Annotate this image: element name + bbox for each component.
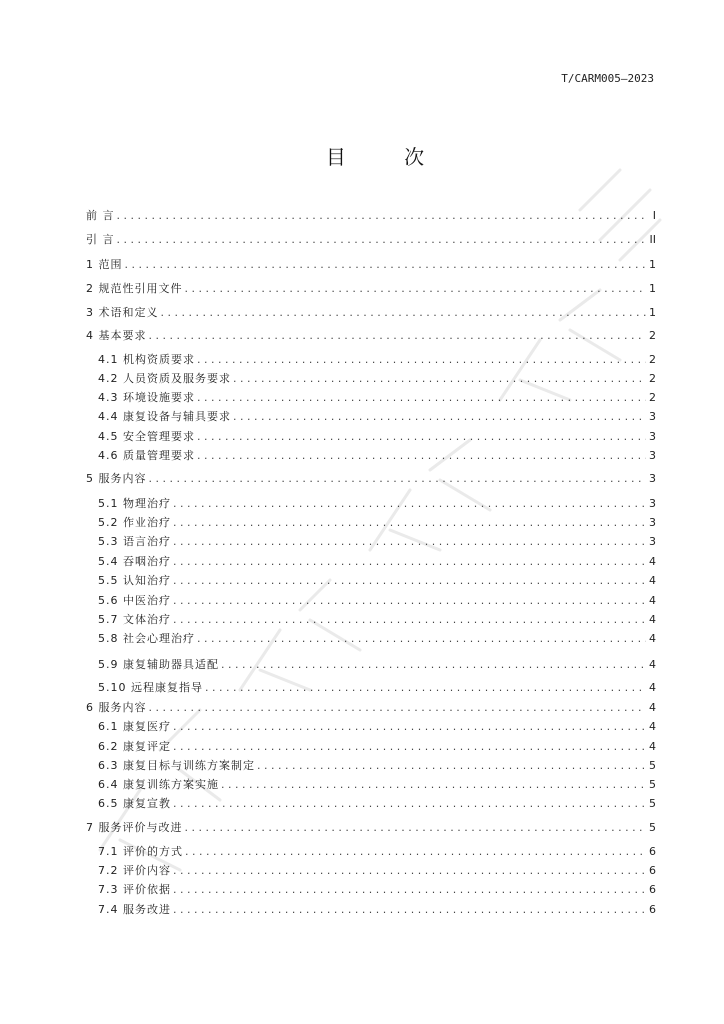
toc-entry-page: 1	[649, 258, 656, 271]
toc-entry[interactable]	[98, 797, 656, 811]
toc-entry[interactable]	[98, 555, 656, 569]
document-code: T/CARM005—2023	[561, 72, 654, 85]
toc-entry[interactable]	[98, 353, 656, 367]
toc-entry-label: 5.9 康复辅助器具适配	[98, 658, 219, 671]
toc-entry[interactable]	[86, 258, 656, 272]
toc-entry-page: 4	[649, 720, 656, 733]
toc-entry[interactable]	[98, 391, 656, 405]
toc-entry-page: 3	[649, 472, 656, 485]
toc-entry[interactable]	[98, 681, 656, 695]
toc-dot-leader	[173, 883, 646, 897]
toc-dot-leader	[185, 821, 647, 835]
toc-entry-page: 3	[649, 449, 656, 462]
toc-dot-leader	[221, 658, 646, 672]
toc-entry-page: 2	[649, 391, 656, 404]
toc-dot-leader	[197, 449, 646, 463]
toc-entry[interactable]	[98, 372, 656, 386]
toc-entry[interactable]	[86, 472, 656, 486]
toc-dot-leader	[173, 594, 646, 608]
toc-entry[interactable]	[98, 864, 656, 878]
toc-entry-page: 4	[649, 701, 656, 714]
toc-entry-page: 1	[649, 306, 656, 319]
toc-entry[interactable]	[98, 410, 656, 424]
toc-entry-page: 6	[649, 864, 656, 877]
toc-dot-leader	[173, 535, 646, 549]
toc-entry-label: 4.2 人员资质及服务要求	[98, 372, 231, 385]
toc-entry-label: 5.3 语言治疗	[98, 535, 171, 548]
toc-entry[interactable]	[98, 613, 656, 627]
toc-entry-page: 4	[649, 681, 656, 694]
toc-entry-page: 3	[649, 535, 656, 548]
toc-entry[interactable]	[98, 574, 656, 588]
toc-entry-label: 4.1 机构资质要求	[98, 353, 195, 366]
toc-dot-leader	[173, 516, 646, 530]
toc-entry-label: 6.3 康复目标与训练方案制定	[98, 759, 255, 772]
toc-entry[interactable]	[98, 759, 656, 773]
toc-entry-label: 前 言	[86, 209, 115, 222]
toc-entry-page: 2	[649, 329, 656, 342]
toc-entry-label: 5.4 吞咽治疗	[98, 555, 171, 568]
toc-entry-label: 2 规范性引用文件	[86, 282, 183, 295]
toc-dot-leader	[185, 282, 647, 296]
toc-dot-leader	[173, 574, 646, 588]
toc-entry-label: 4 基本要求	[86, 329, 147, 342]
toc-entry-page: 4	[649, 632, 656, 645]
toc-entry-label: 5.6 中医治疗	[98, 594, 171, 607]
toc-entry[interactable]	[98, 535, 656, 549]
toc-dot-leader	[173, 720, 646, 734]
toc-entry-label: 1 范围	[86, 258, 123, 271]
toc-entry-label: 4.5 安全管理要求	[98, 430, 195, 443]
toc-dot-leader	[197, 353, 646, 367]
toc-entry[interactable]	[98, 516, 656, 530]
toc-dot-leader	[173, 555, 646, 569]
toc-entry[interactable]	[86, 701, 656, 715]
toc-dot-leader	[197, 391, 646, 405]
toc-entry-page: 6	[649, 883, 656, 896]
toc-dot-leader	[149, 472, 647, 486]
toc-dot-leader	[117, 233, 647, 247]
toc-dot-leader	[173, 864, 646, 878]
toc-entry[interactable]	[98, 594, 656, 608]
toc-entry[interactable]	[86, 209, 656, 223]
toc-entry-page: 3	[649, 497, 656, 510]
toc-dot-leader	[205, 681, 646, 695]
toc-entry-label: 4.3 环境设施要求	[98, 391, 195, 404]
toc-entry[interactable]	[86, 329, 656, 343]
toc-entry-label: 7.2 评价内容	[98, 864, 171, 877]
toc-dot-leader	[161, 306, 647, 320]
toc-entry[interactable]	[98, 449, 656, 463]
toc-entry[interactable]	[86, 306, 656, 320]
toc-entry[interactable]	[98, 740, 656, 754]
toc-entry[interactable]	[86, 282, 656, 296]
toc-entry-page: 6	[649, 845, 656, 858]
toc-entry[interactable]	[98, 497, 656, 511]
toc-entry-label: 5.8 社会心理治疗	[98, 632, 195, 645]
toc-entry-page: 4	[649, 594, 656, 607]
toc-entry-label: 5.10 远程康复指导	[98, 681, 203, 694]
toc-dot-leader	[125, 258, 647, 272]
toc-dot-leader	[117, 209, 647, 223]
toc-dot-leader	[197, 430, 646, 444]
toc-entry[interactable]	[98, 720, 656, 734]
toc-entry[interactable]	[98, 430, 656, 444]
toc-entry-label: 7 服务评价与改进	[86, 821, 183, 834]
toc-entry-page: 4	[649, 658, 656, 671]
toc-entry-label: 5.7 文体治疗	[98, 613, 171, 626]
toc-dot-leader	[173, 903, 646, 917]
toc-entry[interactable]	[98, 903, 656, 917]
toc-entry-label: 3 术语和定义	[86, 306, 159, 319]
toc-entry-label: 4.4 康复设备与辅具要求	[98, 410, 231, 423]
toc-entry-page: 1	[649, 282, 656, 295]
toc-dot-leader	[173, 740, 646, 754]
toc-title: 目 次	[325, 145, 451, 169]
toc-dot-leader	[197, 632, 646, 646]
toc-entry-page: 5	[649, 797, 656, 810]
toc-entry-label: 5.2 作业治疗	[98, 516, 171, 529]
toc-dot-leader	[149, 329, 647, 343]
toc-dot-leader	[149, 701, 647, 715]
toc-entry-label: 6.5 康复宣教	[98, 797, 171, 810]
toc-dot-leader	[173, 497, 646, 511]
toc-dot-leader	[233, 410, 646, 424]
toc-entry-page: 5	[649, 778, 656, 791]
toc-dot-leader	[185, 845, 646, 859]
toc-entry-page: I	[652, 209, 656, 222]
toc-entry-label: 7.3 评价依据	[98, 883, 171, 896]
toc-entry[interactable]	[98, 883, 656, 897]
toc-dot-leader	[173, 613, 646, 627]
toc-entry-label: 5.1 物理治疗	[98, 497, 171, 510]
toc-entry-page: II	[649, 233, 656, 246]
toc-entry-page: 3	[649, 410, 656, 423]
toc-entry-label: 6.1 康复医疗	[98, 720, 171, 733]
toc-entry-page: 6	[649, 903, 656, 916]
toc-entry-page: 2	[649, 353, 656, 366]
toc-entry-page: 4	[649, 740, 656, 753]
toc-dot-leader	[221, 778, 646, 792]
toc-entry-label: 引 言	[86, 233, 115, 246]
toc-entry-page: 3	[649, 430, 656, 443]
toc-entry-label: 5 服务内容	[86, 472, 147, 485]
toc-entry-page: 5	[649, 759, 656, 772]
toc-entry[interactable]	[98, 778, 656, 792]
toc-entry-label: 7.1 评价的方式	[98, 845, 183, 858]
toc-entry-label: 6.2 康复评定	[98, 740, 171, 753]
toc-entry-label: 4.6 质量管理要求	[98, 449, 195, 462]
toc-entry-page: 2	[649, 372, 656, 385]
toc-entry-label: 7.4 服务改进	[98, 903, 171, 916]
toc-dot-leader	[173, 797, 646, 811]
toc-entry-page: 4	[649, 613, 656, 626]
toc-entry[interactable]	[98, 845, 656, 859]
toc-entry[interactable]	[98, 632, 656, 646]
toc-entry-page: 5	[649, 821, 656, 834]
toc-dot-leader	[257, 759, 646, 773]
toc-dot-leader	[233, 372, 646, 386]
toc-entry[interactable]	[98, 658, 656, 672]
toc-entry-page: 4	[649, 574, 656, 587]
toc-entry-label: 6 服务内容	[86, 701, 147, 714]
toc-entry-label: 6.4 康复训练方案实施	[98, 778, 219, 791]
toc-entry[interactable]	[86, 233, 656, 247]
toc-entry[interactable]	[86, 821, 656, 835]
toc-entry-page: 3	[649, 516, 656, 529]
toc-entry-label: 5.5 认知治疗	[98, 574, 171, 587]
toc-entry-page: 4	[649, 555, 656, 568]
